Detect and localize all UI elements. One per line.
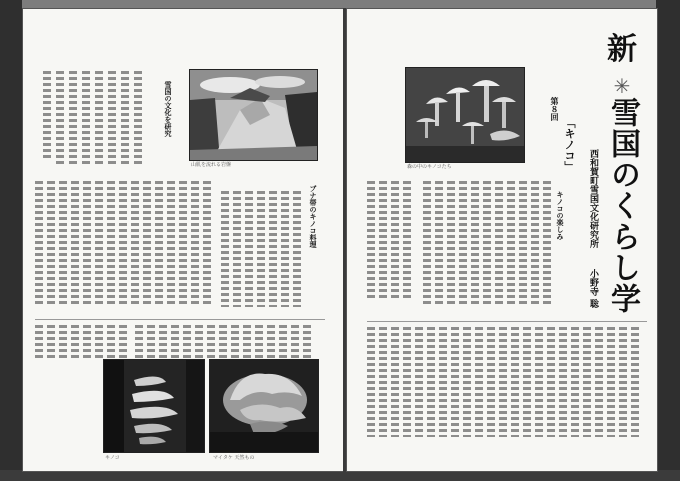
section-heading-mid: ブナ帯のキノコ料理 (309, 185, 317, 248)
text-block-mid-left (35, 181, 215, 311)
mushroom-cluster-photo (405, 67, 525, 163)
landscape-photo (189, 69, 318, 161)
bracket-fungus-photo (103, 359, 205, 453)
divider-left (35, 319, 325, 320)
institute-name: 西和賀町雪国文化研究所 (588, 149, 598, 248)
author-name: 小野寺 聡 (588, 269, 598, 309)
left-page (22, 8, 346, 472)
text-block-mid-right (221, 191, 321, 311)
caption-bracket-fungus: キノコ (105, 455, 120, 461)
maitake-photo (209, 359, 319, 453)
caption-landscape: 山肌を流れる岩盤 (191, 162, 232, 168)
caption-mushroom-cluster: 森の中のキノコたち (407, 164, 452, 170)
scan-edge-left (0, 0, 22, 481)
text-block-bottom-right (367, 327, 649, 447)
text-block-top-left (43, 71, 161, 167)
section-heading-right: キノコの楽しみ (556, 191, 564, 240)
scan-edge-right (656, 0, 680, 481)
masthead-title-top: 新 (607, 32, 637, 67)
masthead-title-main: 雪国のくらし学 (605, 97, 640, 314)
section-heading-left: 雪国の文化を研究 (164, 81, 172, 137)
snowflake-icon: ✳ (613, 74, 631, 98)
text-block-top-right (367, 181, 552, 311)
episode-topic: 「キノコ」 (563, 117, 576, 172)
divider-right (367, 321, 647, 322)
caption-maitake: マイタケ 天然もの (213, 455, 255, 461)
episode-label: 第８回 (550, 97, 559, 121)
right-page (346, 8, 658, 472)
